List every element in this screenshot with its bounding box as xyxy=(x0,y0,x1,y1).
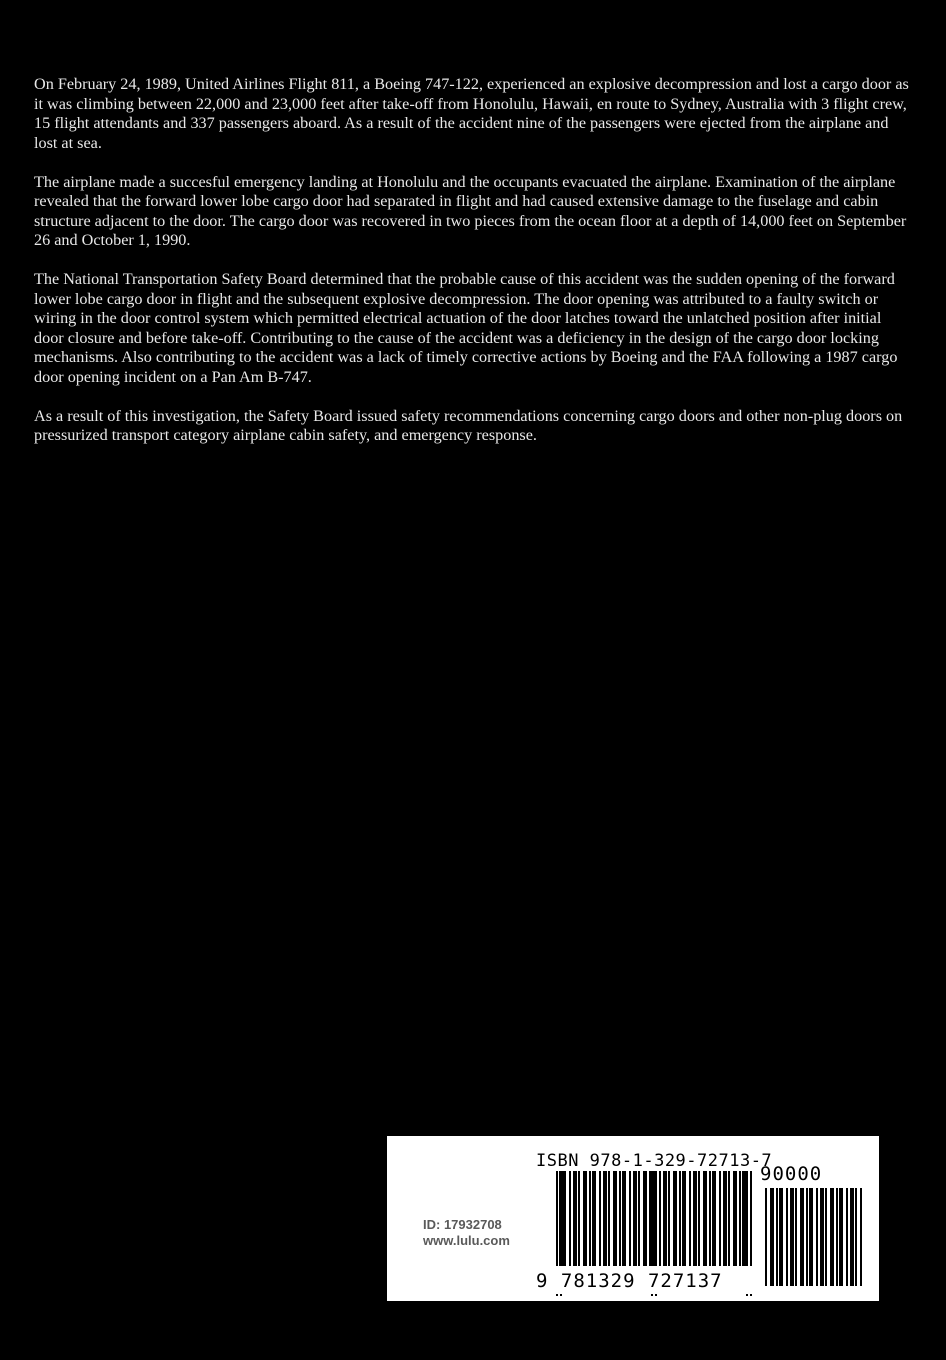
barcode-bar xyxy=(839,1188,843,1286)
barcode-bar xyxy=(820,1188,824,1286)
ean-digits: 9 781329 727137 xyxy=(536,1270,723,1292)
barcode-bar xyxy=(770,1188,774,1286)
barcode-panel xyxy=(387,1136,879,1301)
barcode-bar xyxy=(806,1188,808,1286)
barcode-bar xyxy=(790,1188,794,1286)
barcode-bar xyxy=(776,1188,778,1286)
barcode-bar xyxy=(846,1188,848,1286)
lulu-id: ID: 17932708 xyxy=(423,1217,502,1232)
addon-bars xyxy=(765,1188,862,1286)
synopsis-paragraph-4: As a result of this investigation, the Safety Board issued safety recommendations concerning cargo doors and other non-plug doors on pressurized transport category airplane cabin safety, and emergency response. xyxy=(34,406,903,444)
addon-digits: 90000 xyxy=(760,1163,823,1185)
barcode-bar xyxy=(836,1188,838,1286)
isbn-label: ISBN 978-1-329-72713-7 xyxy=(536,1151,773,1171)
barcode-bar xyxy=(855,1188,857,1286)
barcode-bar xyxy=(800,1188,804,1286)
barcode-bar xyxy=(779,1188,783,1286)
synopsis xyxy=(34,75,914,465)
barcode-bar xyxy=(809,1188,813,1286)
synopsis-paragraph-2: The airplane made a succesful emergency landing at Honolulu and the occupants evacuated the airplane. Examination of the airplane revealed that the forward lower lobe cargo door had separated in flight and had caused extensive damage to the fuselage and cabin structure adjacent to the door. The cargo door was recovered in two pieces from the ocean floor at a depth of 14,000 feet on September 26 and October 1, 1990. xyxy=(34,172,907,249)
barcode-bar xyxy=(825,1188,827,1286)
barcode-bar xyxy=(765,1188,767,1286)
barcode-bar xyxy=(786,1188,788,1286)
barcode-bar xyxy=(850,1188,854,1286)
lulu-url: www.lulu.com xyxy=(423,1233,510,1248)
barcode-bar xyxy=(860,1188,862,1286)
barcode-bar xyxy=(816,1188,818,1286)
synopsis-paragraph-3: The National Transportation Safety Board determined that the probable cause of this accident was the sudden opening of the forward lower lobe cargo door in flight and the subsequent explosive decompression. The door opening was attributed to a faulty switch or wiring in the door control system which permitted electrical actuation of the door latches toward the unlatched position after initial door closure and before take-off. Contributing to the cause of the accident was a deficiency in the design of the cargo door locking mechanisms. Also contributing to the accident was a lack of timely corrective actions by Boeing and the FAA following a 1987 cargo door opening incident on a Pan Am B-747. xyxy=(34,270,898,386)
barcode-bar xyxy=(830,1188,834,1286)
barcode-bar xyxy=(795,1188,797,1286)
synopsis-paragraph-1: On February 24, 1989, United Airlines Flight 811, a Boeing 747-122, experienced an explosive decompression and lost a cargo door as it was climbing between 22,000 and 23,000 feet after take-off from Honolulu, Hawaii, en route to Sydney, Australia with 3 flight crew, 15 flight attendants and 337 passengers aboard. As a result of the accident nine of the passengers were ejected from the airplane and lost at sea. xyxy=(34,75,909,152)
